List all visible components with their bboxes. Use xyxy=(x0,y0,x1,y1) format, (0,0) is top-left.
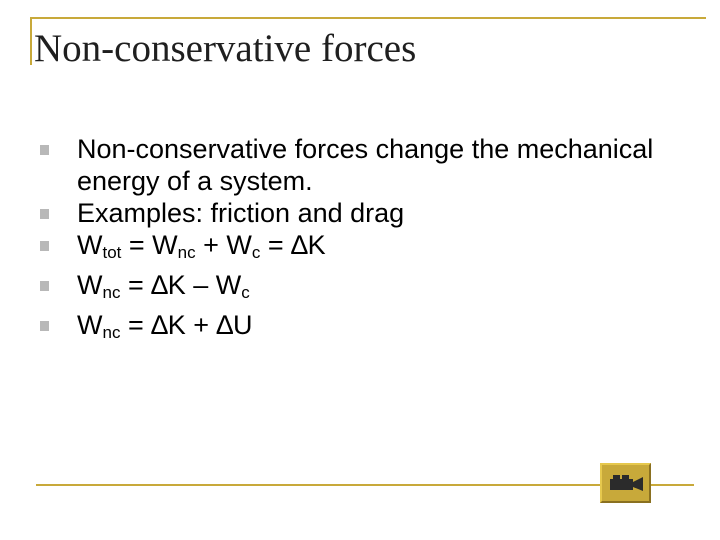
title-rule-top xyxy=(30,17,706,19)
equation-part: = ∆K + ∆U xyxy=(120,310,253,340)
footer-rule xyxy=(36,484,694,486)
movie-camera-icon xyxy=(609,474,645,492)
equation-item xyxy=(40,269,680,309)
bullet-text: Examples: friction and drag xyxy=(77,198,405,228)
equation-subscript: nc xyxy=(177,243,196,262)
equation-part: = ∆K xyxy=(260,230,326,260)
equation-subscript: nc xyxy=(102,283,121,302)
equation-item xyxy=(40,309,680,349)
bullet-marker xyxy=(40,281,49,291)
equation-subscript: tot xyxy=(102,243,122,262)
equation-item xyxy=(40,229,680,269)
bullet-marker xyxy=(40,145,49,155)
equation-part: = ∆K – W xyxy=(120,270,242,300)
equation-subscript: c xyxy=(251,243,261,262)
bullet-text: Non-conservative forces change the mechanical energy of a system. xyxy=(77,134,654,196)
equation-subscript: c xyxy=(241,283,250,302)
equation-part: W xyxy=(77,310,103,340)
title-rule-left xyxy=(30,17,32,65)
movie-play-button[interactable] xyxy=(600,463,651,503)
equation-part: W xyxy=(77,230,103,260)
bullet-list xyxy=(40,133,680,349)
bullet-item xyxy=(40,133,680,197)
equation-part: W xyxy=(77,270,103,300)
equation-part: + W xyxy=(195,230,252,260)
bullet-item xyxy=(40,197,680,229)
slide-title: Non-conservative forces xyxy=(34,27,417,70)
bullet-marker xyxy=(40,321,49,331)
equation-subscript: nc xyxy=(102,323,121,342)
bullet-marker xyxy=(40,209,49,219)
bullet-marker xyxy=(40,241,49,251)
equation-part: = W xyxy=(121,230,178,260)
